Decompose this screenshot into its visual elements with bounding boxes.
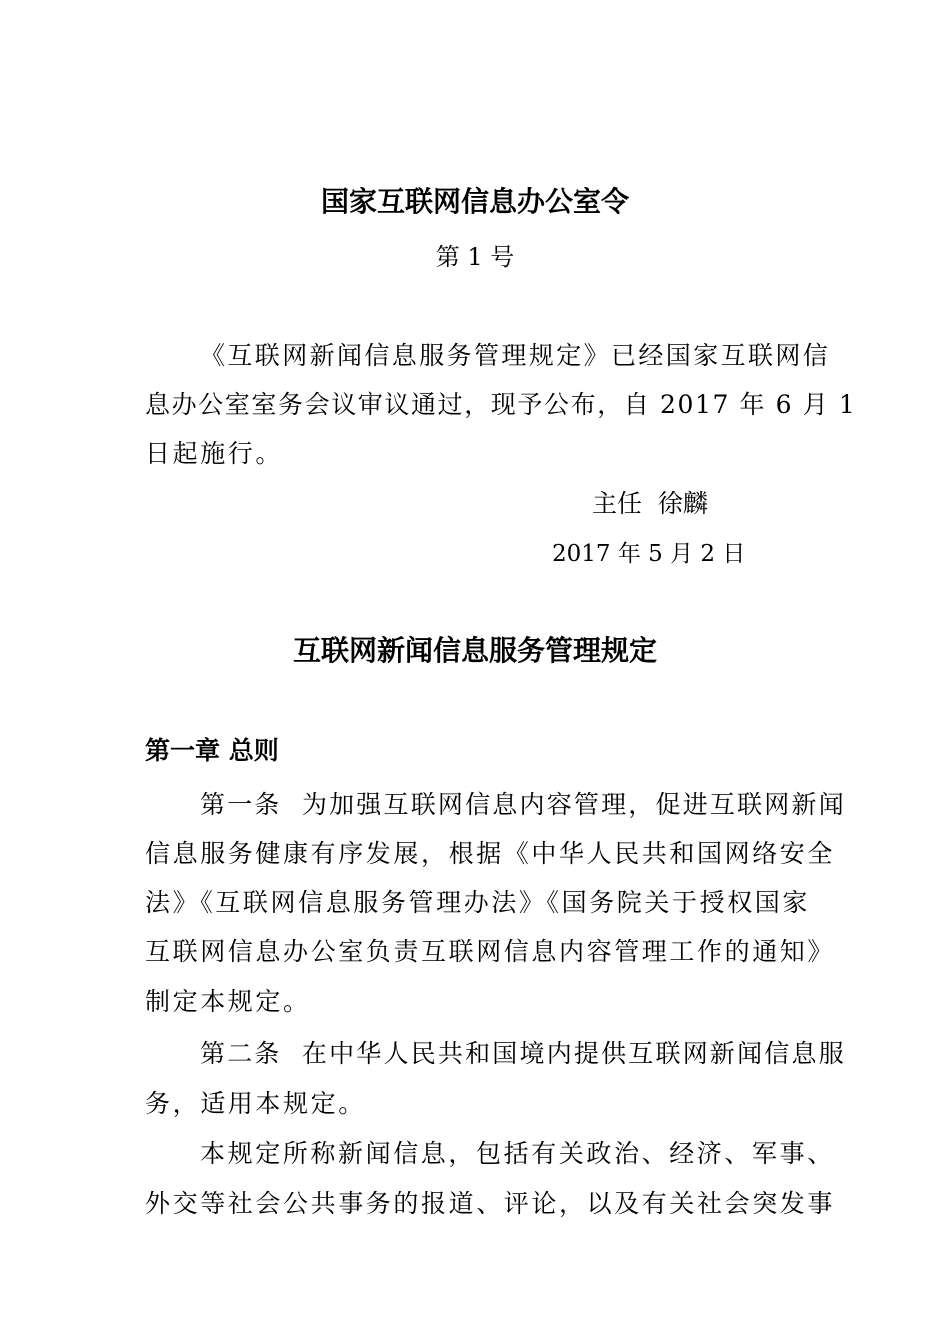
signatory: 主任 徐麟 <box>592 489 708 518</box>
article-1-line-1: 第一条 为加强互联网信息内容管理，促进互联网新闻 <box>200 790 846 819</box>
order-title: 国家互联网信息办公室令 <box>320 185 629 218</box>
article-1-line-2: 信息服务健康有序发展，根据《中华人民共和国网络安全 <box>145 839 836 868</box>
article-1-line-5: 制定本规定。 <box>145 987 311 1016</box>
announcement-line-3: 日起施行。 <box>145 439 284 468</box>
announcement-line-2: 息办公室室务会议审议通过，现予公布，自 2017 年 6 月 1 <box>145 390 857 419</box>
definition-line-2: 外交等社会公共事务的报道、评论，以及有关社会突发事 <box>145 1189 836 1218</box>
article-2-line-2: 务，适用本规定。 <box>145 1089 366 1118</box>
order-number: 第 1 号 <box>435 243 515 271</box>
article-2-line-1: 第二条 在中华人民共和国境内提供互联网新闻信息服 <box>200 1039 846 1068</box>
announcement-line-1: 《互联网新闻信息服务管理规定》已经国家互联网信 <box>200 341 831 370</box>
regulation-title: 互联网新闻信息服务管理规定 <box>292 634 657 667</box>
article-1-line-3: 法》《互联网信息服务管理办法》《国务院关于授权国家 <box>145 888 811 917</box>
article-1-line-4: 互联网信息办公室负责互联网信息内容管理工作的通知》 <box>145 937 836 966</box>
definition-line-1: 本规定所称新闻信息，包括有关政治、经济、军事、 <box>200 1139 835 1168</box>
chapter-heading: 第一章 总则 <box>145 736 279 765</box>
signature-date: 2017 年 5 月 2 日 <box>552 541 746 567</box>
